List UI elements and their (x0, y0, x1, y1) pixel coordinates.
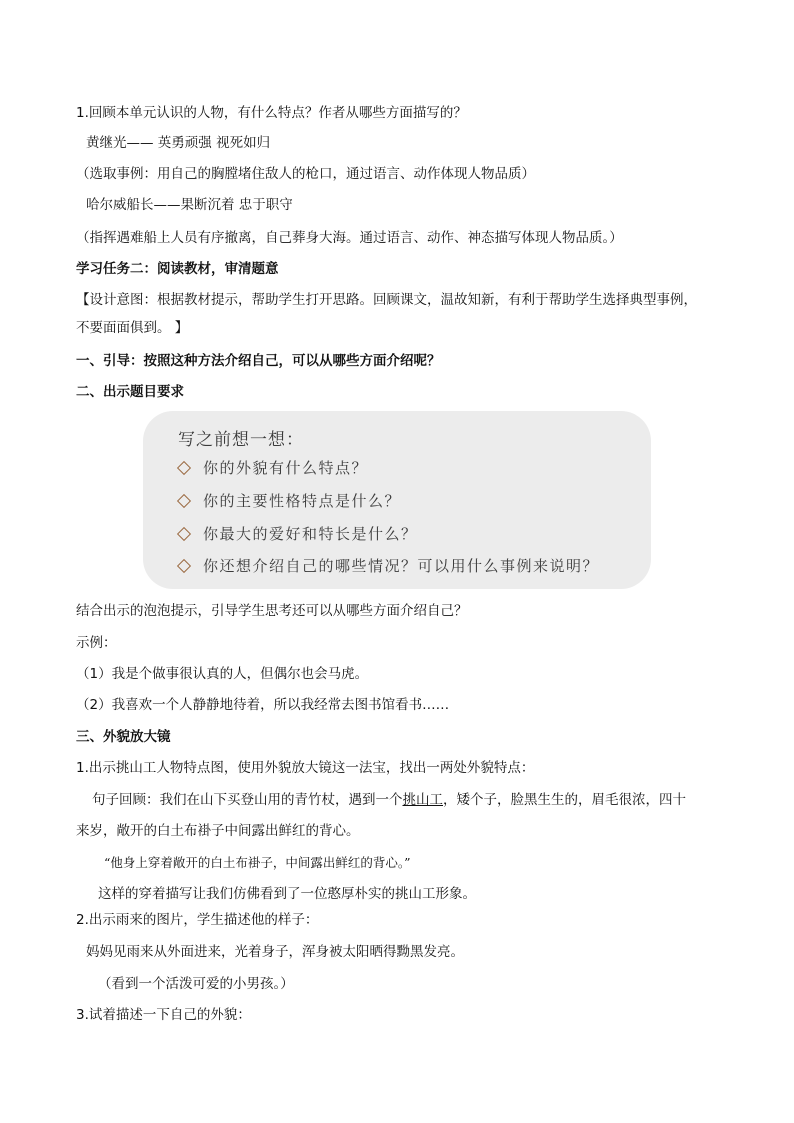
prompt-card-item-text: 你最大的爱好和特长是什么？ (203, 525, 418, 543)
step1-heading: 一、引导：按照这种方法介绍自己，可以从哪些方面介绍呢？ (76, 353, 441, 369)
diamond-bullet-icon (177, 460, 191, 474)
prompt-card-item (179, 457, 368, 478)
q1-person2: 哈尔威船长——果断沉着 忠于职守 (86, 197, 293, 213)
q1-person1: 黄继光—— 英勇顽强 视死如归 (86, 135, 271, 151)
yulai-description: 妈妈见雨来从外面进来，光着身子，浑身被太阳晒得黝黑发亮。 (86, 944, 464, 960)
underlined-term: 挑山工 (402, 792, 443, 808)
design-intent-line1: 【设计意图：根据教材提示，帮助学生打开思路。回顾课文，温故知新，有利于帮助学生选择典型事例， (76, 292, 697, 308)
yulai-note: （看到一个活泼可爱的小男孩。） (98, 976, 294, 992)
diamond-bullet-icon (177, 558, 191, 572)
section3-item1: 1.出示挑山工人物特点图，使用外貌放大镜这一法宝，找出一两处外貌特点： (76, 760, 535, 776)
section3-heading: 三、外貌放大镜 (76, 729, 171, 745)
section3-item2: 2.出示雨来的图片，学生描述他的样子： (76, 912, 319, 928)
example-1: （1）我是个做事很认真的人，但偶尔也会马虎。 (76, 666, 369, 682)
diamond-bullet-icon (177, 526, 191, 540)
prompt-card-item-text: 你的外貌有什么特点？ (203, 459, 369, 477)
diamond-bullet-icon (177, 493, 191, 507)
example-2: （2）我喜欢一个人静静地待着，所以我经常去图书馆看书…… (76, 697, 450, 713)
recall-sentence (92, 790, 686, 810)
q1-question: 1.回顾本单元认识的人物，有什么特点？作者从哪些方面描写的？ (76, 105, 467, 121)
recall-text: 句子回顾：我们在山下买登山用的青竹杖，遇到一个 (92, 792, 403, 808)
design-intent-line2: 不要面面俱到。 】 (76, 320, 189, 336)
prompt-card-item (179, 555, 599, 576)
task2-heading: 学习任务二：阅读教材，审清题意 (76, 261, 279, 277)
prompt-card-item-text: 你还想介绍自己的哪些情况？可以用什么事例来说明？ (203, 557, 600, 575)
recall-text: ，矮个子，脸黑生生的，眉毛很浓，四十 (443, 792, 686, 808)
section3-item3: 3.试着描述一下自己的外貌： (76, 1007, 251, 1023)
example-label: 示例： (76, 635, 117, 651)
prompt-card-title: 写之前想一想： (178, 430, 304, 450)
prompt-card (143, 411, 651, 589)
recall-sentence-line2: 来岁，敞开的白土布褂子中间露出鲜红的背心。 (76, 823, 360, 839)
prompt-card-item (179, 490, 401, 511)
quote: “他身上穿着敞开的白土布褂子，中间露出鲜红的背心。” (104, 855, 411, 870)
comment: 这样的穿着描写让我们仿佛看到了一位憨厚朴实的挑山工形象。 (98, 886, 476, 902)
step2-heading: 二、出示题目要求 (76, 384, 184, 400)
prompt-card-item (179, 523, 418, 544)
guide-text: 结合出示的泡泡提示，引导学生思考还可以从哪些方面介绍自己？ (76, 603, 468, 619)
q1-note2: （指挥遇难船上人员有序撤离，自己葬身大海。通过语言、动作、神态描写体现人物品质。） (76, 230, 623, 246)
q1-note1: （选取事例：用自己的胸膛堵住敌人的枪口，通过语言、动作体现人物品质） (76, 166, 535, 182)
prompt-card-item-text: 你的主要性格特点是什么？ (203, 492, 402, 510)
